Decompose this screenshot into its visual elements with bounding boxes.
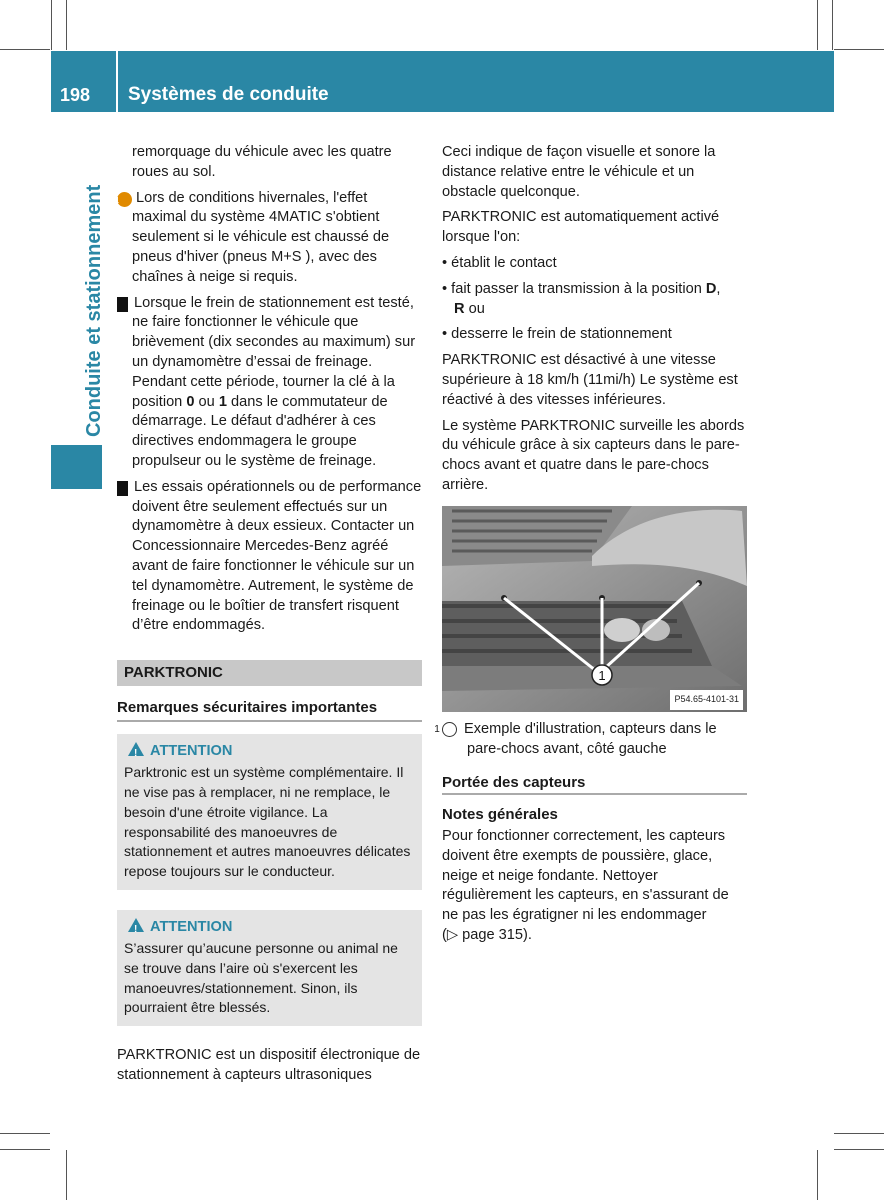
right-column [434,143,747,952]
header-separator [116,51,118,112]
gear-r-label: R [454,300,465,317]
paragraph: Le système PARKTRONIC surveille les abords du véhicule grâce à six capteurs dans le pare-chocs avant et quatre dans le pare-chocs arrière. [442,417,745,493]
crop-mark [817,0,818,50]
figure-caption [434,720,747,760]
warning-box-2 [117,910,422,1027]
continuation-text: remorquage du véhicule avec les quatre roues au sol. [132,144,392,180]
paragraph-text: Pour fonctionner correctement, les capteurs doivent être exempts de poussière, glace, neige et neige fondante. Nettoyer régulièrement les capteurs, en s'assurant de ne pas les égratigner ni les endommager [442,827,729,924]
figure-callout-1: 1 [598,667,606,683]
warning-box-1 [117,734,422,890]
exclamation-icon: ! [117,481,128,496]
paragraph: PARKTRONIC est désactivé à une vitesse supérieure à 18 km/h (11mi/h) Le système est réactivé à des vitesses inférieures. [442,352,738,408]
caution-note-2 [113,478,422,636]
figure-caption-text: Exemple d'illustration, capteurs dans le pare-chocs avant, côté gauche [464,720,717,757]
warning-triangle-icon [128,918,144,932]
exclamation-icon: ! [117,297,128,312]
bullet-text: fait passer la transmission à la position [451,280,706,297]
figure-code: P54.65-4101-31 [670,690,743,710]
side-tab-marker [51,445,102,489]
note1-text-or: ou [194,393,219,410]
crop-mark [51,0,52,50]
info-note-text: Lors de conditions hivernales, l'effet maximal du système 4MATIC s'obtient seulement si le véhicule est chaussé de pneus d'hiver (pneus M+S ), avec des chaînes à neige si requis. [132,189,390,285]
warning-title [124,742,415,762]
gear-d-label: D [705,280,717,297]
crop-mark [834,1133,884,1134]
section-title: PARKTRONIC [117,660,422,686]
bullet-item: • fait passer la transmission à la position D, R ou [442,280,721,317]
warning1-title-text: ATTENTION [150,742,233,759]
callout-number-icon: 1 [442,722,457,737]
warning-triangle-icon [128,742,144,756]
bullet-text: établit le contact [451,254,557,271]
paragraph: Ceci indique de façon visuelle et sonore la distance relative entre le véhicule et un obstacle quelconque. [442,144,716,200]
crop-mark [834,1149,884,1150]
crop-mark [834,49,884,50]
note1-position-1: 1 [218,393,227,410]
warning1-text: Parktronic est un système complémentaire. Il ne vise pas à remplacer, ni ne remplace, le besoin d'une étroite vigilance. La responsabilité des manoeuvres de stationnement et autres manoeuvres délicates repose toujours sur le conducteur. [124,764,411,879]
page-reference-link[interactable]: (▷ page 315). [442,926,532,943]
note1-position-0: 0 [186,393,195,410]
bullet-text: ou [464,300,485,317]
info-icon: i [117,192,132,207]
note1-text-a: Lorsque le frein de stationnement est testé, ne faire fonctionner le véhicule que brièvement (dix secondes au maximum) sur un dynamomètre d’essai de freinage. Pendant cette période, tourner la clé à la position [132,294,416,410]
crop-mark [0,1133,50,1134]
warning-title [124,918,415,938]
caution-note-1 [113,294,422,472]
info-note [114,189,422,288]
left-column [113,143,422,1092]
page-number: 198 [60,85,91,105]
crop-mark [66,1150,67,1200]
crop-mark [0,49,50,50]
bumper-sensor-figure [442,506,747,712]
subheading-sensor-range: Portée des capteurs [442,773,747,795]
bullet-item: • établit le contact [442,254,557,271]
side-tab-label: Conduite et stationnement [83,184,105,437]
subheading-safety: Remarques sécuritaires importantes [117,698,422,722]
page-title: Systèmes de conduite [128,84,329,105]
bullet-text: desserre le frein de stationnement [451,326,672,343]
crop-mark [66,0,67,50]
note1-text-b: dans le commutateur de démarrage. Le défaut d'adhérer à ces directives endommagera le groupe propulseur ou le système de freinage. [132,393,388,469]
warning2-text: S’assurer qu’aucune personne ou animal ne se trouve dans l’aire où s'exercent les manoeuvres/stationnement. Sinon, ils pourraient être blessés. [124,940,398,1016]
warning2-title-text: ATTENTION [150,918,233,935]
paragraph [442,827,747,946]
closing-paragraph: PARKTRONIC est un dispositif électronique de stationnement à capteurs ultrasoniques [117,1047,421,1083]
bullet-text: , [716,280,721,297]
crop-mark [0,1149,50,1150]
note2-text: Les essais opérationnels ou de performance doivent être seulement effectués sur un dynamomètre à deux essieux. Contacter un Concessionnaire Mercedes-Benz agréé avant de faire fonctionner le véhicule sur un tel dynamomètre. Autrement, le système de freinage ou le boîtier de transfert risquent d’être endommagés. [132,478,422,634]
crop-mark [832,0,833,50]
crop-mark [817,1150,818,1200]
subheading-general-notes: Notes générales [442,806,558,824]
bullet-item: • desserre le frein de stationnement [442,326,672,343]
bumper-illustration [442,506,747,712]
paragraph: PARKTRONIC est automatiquement activé lorsque l'on: [442,209,720,246]
